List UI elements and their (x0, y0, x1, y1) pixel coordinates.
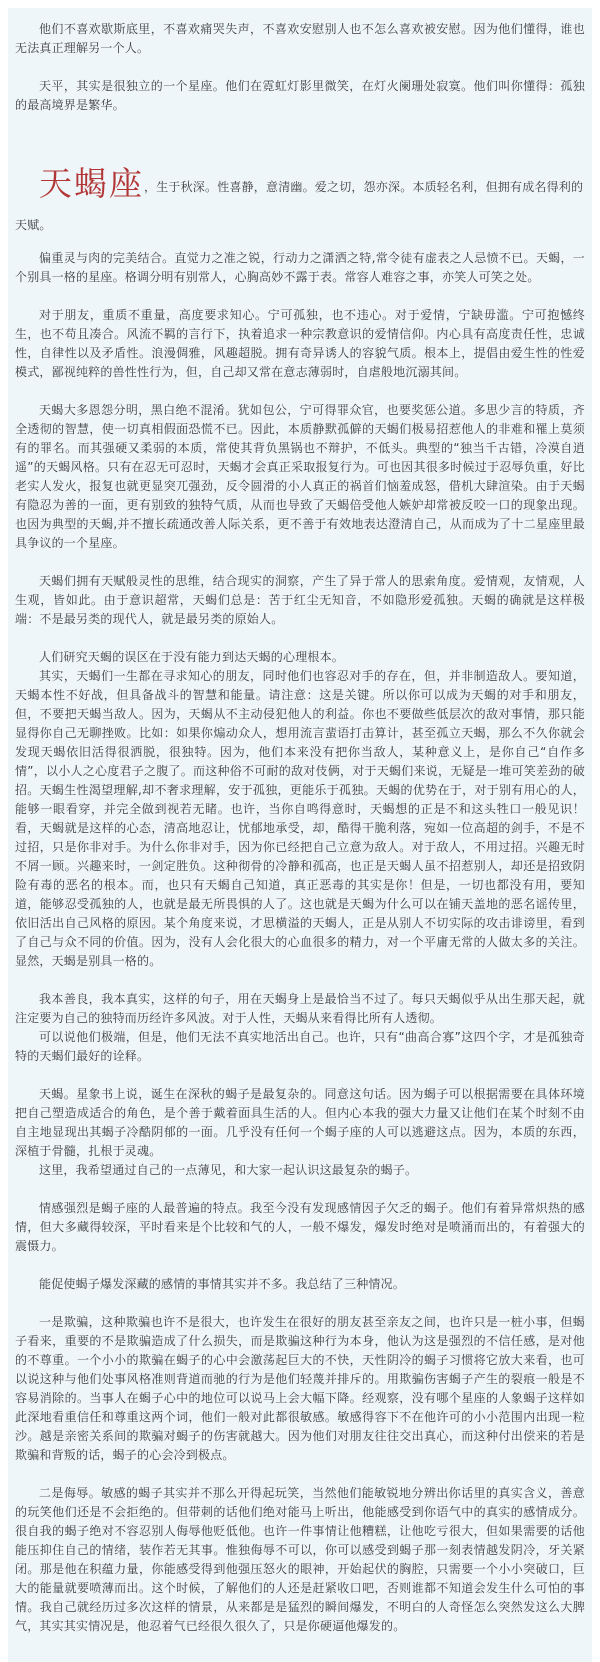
paragraph: 一是欺骗，这种欺骗也许不是很大，也许发生在很好的朋友甚至亲友之间，也许只是一桩小事，但蝎子看来，重要的不是欺骗造成了什么损失，而是欺骗这种行为本身，他认为这是强烈的不信任感，是对他的不尊重。一个小小的欺骗在蝎子的心中会激荡起巨大的不快，天性阴冷的蝎子习惯将它放大来看，也可以说这种与他们处事风格准则背道而驰的行为是他们轻蔑并排斥的。用欺骗伤害蝎子产生的裂痕一般是不容易消除的。当事人在蝎子心中的地位可以说马上会大幅下降。经观察，没有哪个星座的人象蝎子这样如此深地看重信任和尊重这两个词，他们一般对此都很敏感。敏感得容下不在他许可的小小范围内出现一粒沙。越是亲密关系间的欺骗对蝎子的伤害就越大。因为他们对朋友往往交出真心，而这种付出偿来的若是欺骗和背叛的话，蝎子的心会冷到极点。 (15, 1315, 585, 1462)
paragraph: 偏重灵与肉的完美结合。直觉力之准之锐，行动力之潇洒之特,常令徒有虚表之人忌愤不已。天蝎，一个别具一格的星座。格调分明有别常人，心胸高妙不露于表。常容人难容之事，亦笑人可笑之处。 (15, 251, 585, 284)
page-title: 天蝎座 (39, 164, 144, 203)
paragraph: 这里，我希望通过自己的一点薄见，和大家一起认识这最复杂的蝎子。 (39, 1163, 418, 1177)
paragraph: 天蝎。星象书上说，诞生在深秋的蝎子是最复杂的。同意这句话。因为蝎子可以根据需要在具体环境把自己塑造成适合的角色，是个善于戴着面具生活的人。但内心本我的强大力量又让他们在某个时刻不由自主地显现出其蝎子冷酷阴郁的一面。几乎没有任何一个蝎子座的人可以逃避这点。因为，本质的东西，深植于骨髓，扎根于灵魂。 (15, 1087, 585, 1158)
intro-section (15, 20, 585, 115)
paragraph: 其实，天蝎们一生都在寻求知心的朋友，同时他们也容忍对手的存在，但，并非制造敌人。要知道，天蝎本性不好战，但具备战斗的智慧和能量。请注意：这是关键。所以你可以成为天蝎的对手和朋友，但，不要把天蝎当敌人。因为，天蝎从不主动侵犯他人的利益。你也不要做些低层次的敌对事情，那只能显得你自己无聊挫败。比如：如果你煽动众人，想用流言蜚语打击算计，甚至孤立天蝎，那么不久你就会发现天蝎依旧活得很洒脱，很独特。因为，他们本来没有把你当敌人，某种意义上，是你自己“自作多情”，以小人之心度君子之腹了。而这种俗不可耐的敌对伎俩，对于天蝎们来说，无疑是一堆可笑差劲的破招。天蝎生性渴望理解,却不奢求理解，安于孤独，更能乐于孤独。天蝎的优势在于，对于别有用心的人，能够一眼看穿，并完全做到视若无睹。也许，当你自鸣得意时，天蝎想的正是不和这头牲口一般见识！看，天蝎就是这样的心态，清高地忍让，忧郁地承受，却，酷得干脆利落，宛如一位高超的剑手，不是不过招，只是你非对手。为什么你非对手，因为你已经把自己立意为敌人。对于敌人，不用过招。兴趣无时不屑一顾。兴趣来时，一剑定胜负。这种彻骨的冷静和孤高，也正是天蝎人虽不招惹别人，却还是招致阴险有毒的恶名的根本。而，也只有天蝎自己知道，真正恶毒的其实是你！但是，一切也都没有用，要知道，能够忍受孤独的人，也就是最无所畏惧的人了。这也就是天蝎为什么可以在铺天盖地的恶名谣传里，依旧活出自己风格的原因。某个角度来说，才思横溢的天蝎人，正是从别人不切实际的攻击诽谤里，看到了自己与众不同的价值。因为，没有人会化很大的心血很多的精力，对一个平庸无常的人做太多的关注。显然，天蝎是别具一格的。 (15, 669, 585, 968)
paragraph: 天蝎们拥有天赋般灵性的思维，结合现实的洞察，产生了异于常人的思索角度。爱情观，友情观，人生观，皆如此。由于意识超常，天蝎们总是：苦于红尘无知音，不如隐形爱孤独。天蝎的确就是这样极端：不是最另类的现代人，就是最另类的原始人。 (15, 574, 585, 626)
paragraph: 情感强烈是蝎子座的人最普遍的特点。我至今没有发现感情因子欠乏的蝎子。他们有着异常炽热的感情，但大多藏得较深，平时看来是个比较和气的人，一般不爆发，爆发时绝对是喷涌而出的，有着强大的震慑力。 (15, 1201, 585, 1253)
body-section (15, 249, 585, 1636)
paragraph: 他们不喜欢歇斯底里，不喜欢痛哭失声，不喜欢安慰别人也不怎么喜欢被安慰。因为他们懂得，谁也无法真正理解另一个人。 (15, 22, 585, 55)
paragraph: 可以说他们极端，但是，他们无法不真实地活出自己。也许，只有“曲高合寡”这四个字，才是孤独奇特的天蝎们最好的诠释。 (15, 1030, 585, 1063)
paragraph: 天平，其实是很独立的一个星座。他们在霓虹灯影里微笑，在灯火阑珊处寂寞。他们叫你懂得：孤独的最高境界是繁华。 (15, 79, 585, 112)
paragraph: 对于朋友，重质不重量，高度要求知心。宁可孤独，也不违心。对于爱情，宁缺毋滥。宁可抱憾终生，也不苟且凑合。风流不羁的言行下，执着追求一种宗教意识的爱情信仰。内心具有高度责任性，忠诚性，自律性以及矛盾性。浪漫倜雅，风趣超脱。拥有奇异诱人的容貌气质。根本上，提倡由爱生性的性爱模式，鄙视纯粹的兽性性行为，但，自己却又常在意志薄弱时，自虐般地沉溺其间。 (15, 308, 585, 379)
paragraph: 能促使蝎子爆发深藏的感情的事情其实并不多。我总结了三种情况。 (39, 1277, 406, 1291)
title-tail-text: ，生于秋深。性喜静，意清幽。爱之切，怨亦深。本质轻名利，但拥有成名得利的天赋。 (15, 180, 584, 232)
article-title-line (15, 165, 585, 244)
paragraph: 人们研究天蝎的误区在于没有能力到达天蝎的心理根本。 (39, 650, 345, 664)
paragraph: 天蝎大多恩怨分明，黑白绝不混淆。犹如包公，宁可得罪众官，也要奖惩公道。多思少言的特质，齐全透彻的智慧，使一切真相假面恐慌不已。因此，本质静默孤僻的天蝎们极易招惹他人的非难和罹上莫须有的罪名。而其强硬又柔弱的本质，常使其背负黑锅也不辩护，不低头。典型的“独当千古错，冷漠自逍遥”的天蝎风格。只有在忍无可忍时，天蝎才会真正采取报复行为。可也因其很多时候过于忍辱负重，好比老实人发火，报复也就更显突兀强劲，反令圆滑的小人真正的祸首们恼羞成怒，借机大肆渲染。由于天蝎有隐忍为善的一面，更有别致的独特气质，从而也导致了天蝎倍受他人嫉妒却常被反咬一口的现象出现。也因为典型的天蝎,并不擅长疏通改善人际关系，更不善于有效地表达澄清自己，从而成为了十二星座里最具争议的一个星座。 (15, 403, 585, 550)
paragraph: 我本善良，我本真实，这样的句子，用在天蝎身上是最恰当不过了。每只天蝎似乎从出生那天起，就注定要为自己的独特而历经许多风波。对于人性，天蝎从来看得比所有人透彻。 (15, 992, 585, 1025)
article-content (8, 8, 592, 1662)
paragraph: 二是侮辱。敏感的蝎子其实并不那么开得起玩笑，当然他们能敏锐地分辨出你话里的真实含义，善意的玩笑他们还是不会拒绝的。但带刺的话他们绝对能马上听出，他能感受到你语气中的真实的感情成分。很自我的蝎子绝对不容忍别人侮辱他贬低他。也许一件事情让他糟糕，让他吃亏很大，但如果需要的话他能压抑住自己的情绪，装作若无其事。惟独侮辱不可以，你可以感受到蝎子那一刻表情越发阴冷，牙关紧闭。那是他在积蕴力量，你能感受得到他强压怒火的眼神，开始起伏的胸腔，只需要一个小小突破口，巨大的能量就要喷薄而出。这个时候，了解他们的人还是赶紧收口吧，否则谁都不知道会发生什么可怕的事情。我自己就经历过多次这样的情景，从来都是是猛烈的瞬间爆发，不明白的人奇怪怎么突然发这么大脾气，其实其实情况是，他忍着气已经很久很久了，只是你硬逼他爆发的。 (15, 1486, 585, 1633)
